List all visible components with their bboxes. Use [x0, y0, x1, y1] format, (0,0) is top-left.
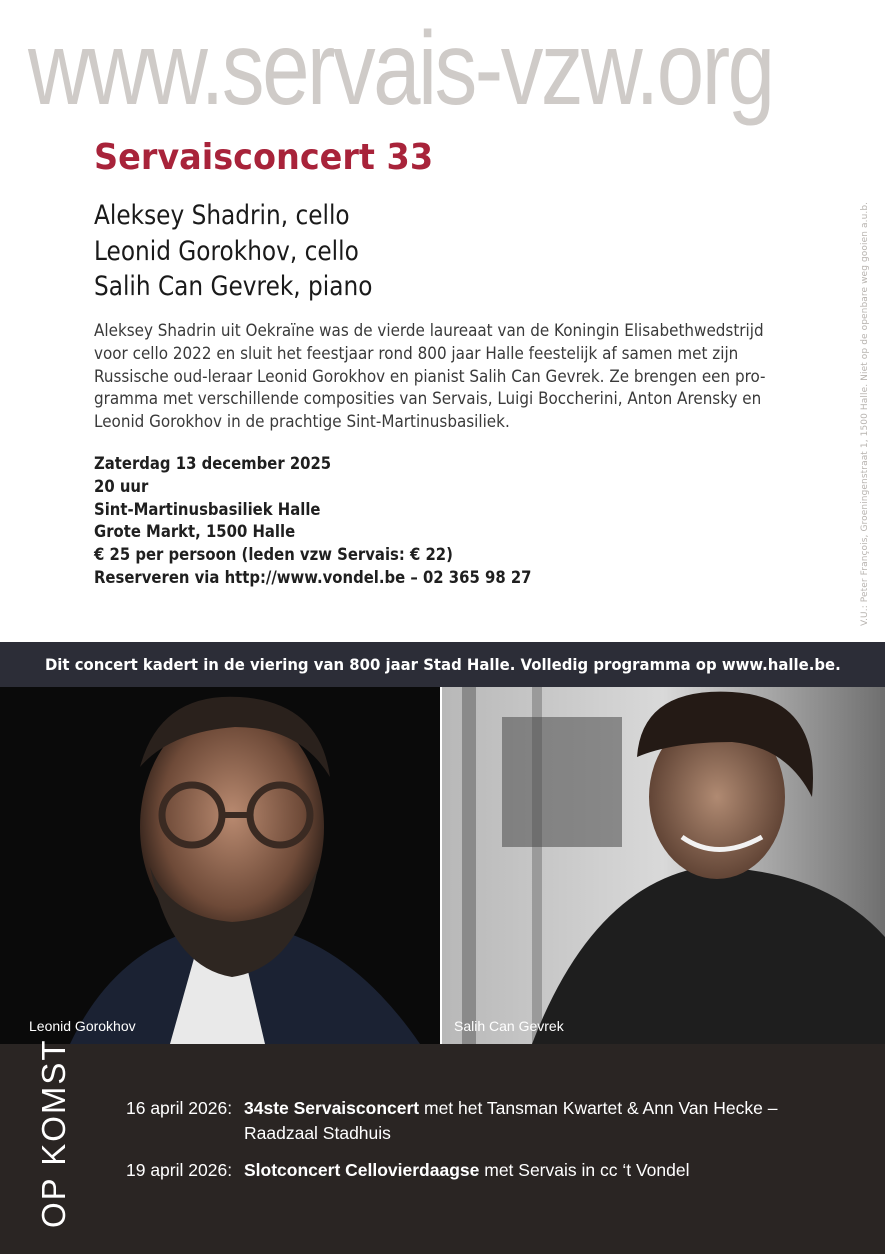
event-info	[94, 453, 694, 590]
upcoming-event	[126, 1158, 826, 1183]
photo-leonid-gorokhov	[0, 687, 440, 1044]
event-date: Zaterdag 13 december 2025	[94, 454, 332, 473]
upcoming-event-text	[244, 1158, 826, 1183]
performer-3: Salih Can Gevrek, piano	[94, 271, 373, 302]
performers-list	[94, 198, 694, 305]
upcoming-event-text	[244, 1096, 826, 1146]
legal-note: V.U.: Peter François, Groeningenstraat 1, 1500 Halle. Niet op de openbare weg gooien a.u.b.	[860, 201, 870, 626]
photo-salih-can-gevrek	[442, 687, 885, 1044]
description-line: gramma met verschillende composities van Servais, Luigi Boccherini, Anton Arensky en	[94, 389, 762, 409]
description-line: voor cello 2022 en sluit het feestjaar rond 800 jaar Halle feestelijk af samen met zijn	[94, 343, 739, 363]
event-time: 20 uur	[94, 476, 149, 496]
description-line: Russische oud-leraar Leonid Gorokhov en pianist Salih Can Gevrek. Ze brengen een pro-	[94, 366, 766, 386]
banner-text: Dit concert kadert in de viering van 800 jaar Stad Halle. Volledig programma op www.halle.be.	[44, 655, 841, 674]
event-price: € 25 per persoon (leden vzw Servais: € 22)	[94, 545, 453, 565]
upcoming-event-location: Raadzaal Stadhuis	[244, 1123, 391, 1143]
performer-1: Aleksey Shadrin, cello	[94, 200, 350, 231]
site-url-header[interactable]: www.servais-vzw.org	[28, 11, 773, 127]
portrait-image	[442, 687, 885, 1044]
upcoming-events-list	[126, 1096, 826, 1195]
description-line: Leonid Gorokhov in de prachtige Sint-Martinusbasiliek.	[94, 412, 510, 432]
description-line: Aleksey Shadrin uit Oekraïne was de vierde laureaat van de Koningin Elisabethwedstrijd	[94, 321, 764, 340]
concert-description	[94, 320, 794, 434]
upcoming-event	[126, 1096, 826, 1146]
photo-caption-right: Salih Can Gevrek	[454, 1018, 564, 1034]
upcoming-event-title: 34ste Servaisconcert	[244, 1098, 420, 1118]
performer-2: Leonid Gorokhov, cello	[94, 235, 359, 267]
upcoming-event-title: Slotconcert Cellovierdaagse	[244, 1160, 480, 1180]
event-venue: Sint-Martinusbasiliek Halle	[94, 499, 321, 519]
upcoming-event-date: 16 april 2026:	[126, 1098, 233, 1118]
upcoming-event-detail: met het Tansman Kwartet & Ann Van Hecke –	[419, 1098, 778, 1118]
celebration-banner	[0, 642, 885, 687]
event-address: Grote Markt, 1500 Halle	[94, 522, 296, 542]
upcoming-heading: OP KOMST	[35, 1038, 72, 1228]
upcoming-section	[0, 1038, 885, 1254]
photo-caption-left: Leonid Gorokhov	[29, 1018, 136, 1034]
upcoming-event-date: 19 april 2026:	[126, 1160, 233, 1180]
upcoming-event-detail: met Servais in cc ‘t Vondel	[479, 1160, 690, 1180]
event-reservation[interactable]: Reserveren via http://www.vondel.be – 02 365 98 27	[94, 567, 532, 587]
portrait-image	[0, 687, 440, 1044]
concert-title: Servaisconcert 33	[94, 137, 434, 178]
